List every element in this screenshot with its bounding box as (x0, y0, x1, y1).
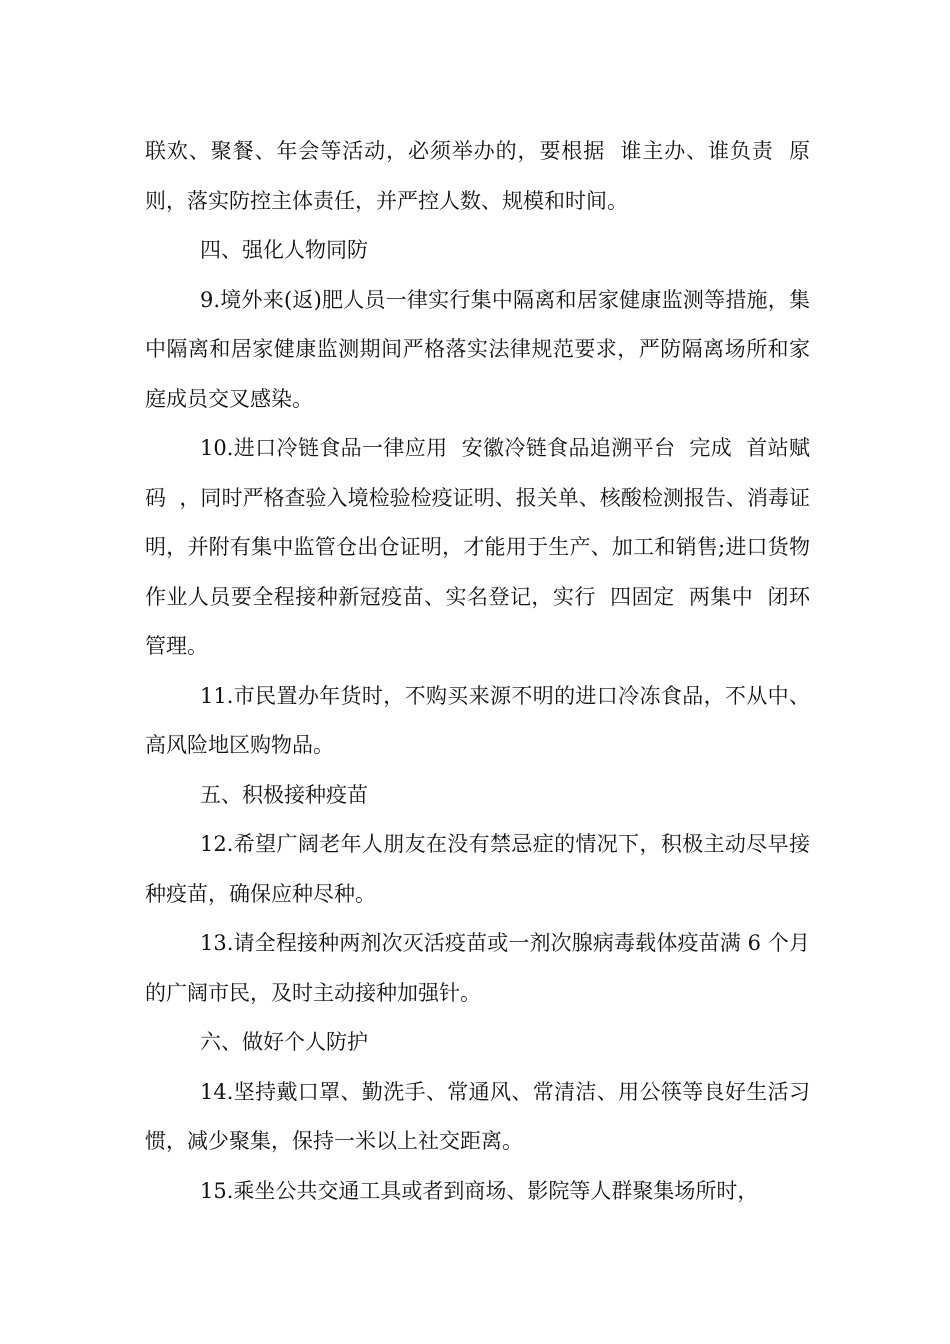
paragraph-item-9: 9.境外来(返)肥人员一律实行集中隔离和居家健康监测等措施，集中隔离和居家健康监测期间严格落实法律规范要求，严防隔离场所和家庭成员交叉感染。 (145, 287, 810, 411)
document-body (145, 127, 810, 1216)
paragraph-continuation: 联欢、聚餐、年会等活动，必须举办的，要根据 谁主办、谁负责 原则，落实防控主体责任，并严控人数、规模和时间。 (145, 139, 810, 213)
paragraph-item-12: 12.希望广阔老年人朋友在没有禁忌症的情况下，积极主动尽早接种疫苗，确保应种尽种。 (145, 832, 810, 906)
section-heading-5: 五、积极接种疫苗 (200, 782, 368, 807)
paragraph-item-11: 11.市民置办年货时，不购买来源不明的进口冷冻食品，不从中、高风险地区购物品。 (145, 683, 810, 757)
paragraph-item-14: 14.坚持戴口罩、勤洗手、常通风、常清洁、用公筷等良好生活习惯，减少聚集，保持一米以上社交距离。 (145, 1079, 810, 1153)
section-heading-4: 四、强化人物同防 (200, 238, 368, 262)
paragraph-item-10: 10.进口冷链食品一律应用 安徽冷链食品追溯平台 完成 首站赋码 ，同时严格查验入境检验检疫证明、报关单、核酸检测报告、消毒证明，并附有集中监管仓出仓证明，才能用于生产、加工和销售;进口货物作业人员要全程接种新冠疫苗、实名登记，实行 四固定 两集中 闭环管理。 (145, 436, 810, 658)
paragraph-item-15: 15.乘坐公共交通工具或者到商场、影院等人群聚集场所时， (200, 1178, 759, 1203)
section-heading-6: 六、做好个人防护 (200, 1030, 368, 1054)
paragraph-item-13: 13.请全程接种两剂次灭活疫苗或一剂次腺病毒载体疫苗满 6 个月的广阔市民，及时主动接种加强针。 (145, 931, 810, 1005)
